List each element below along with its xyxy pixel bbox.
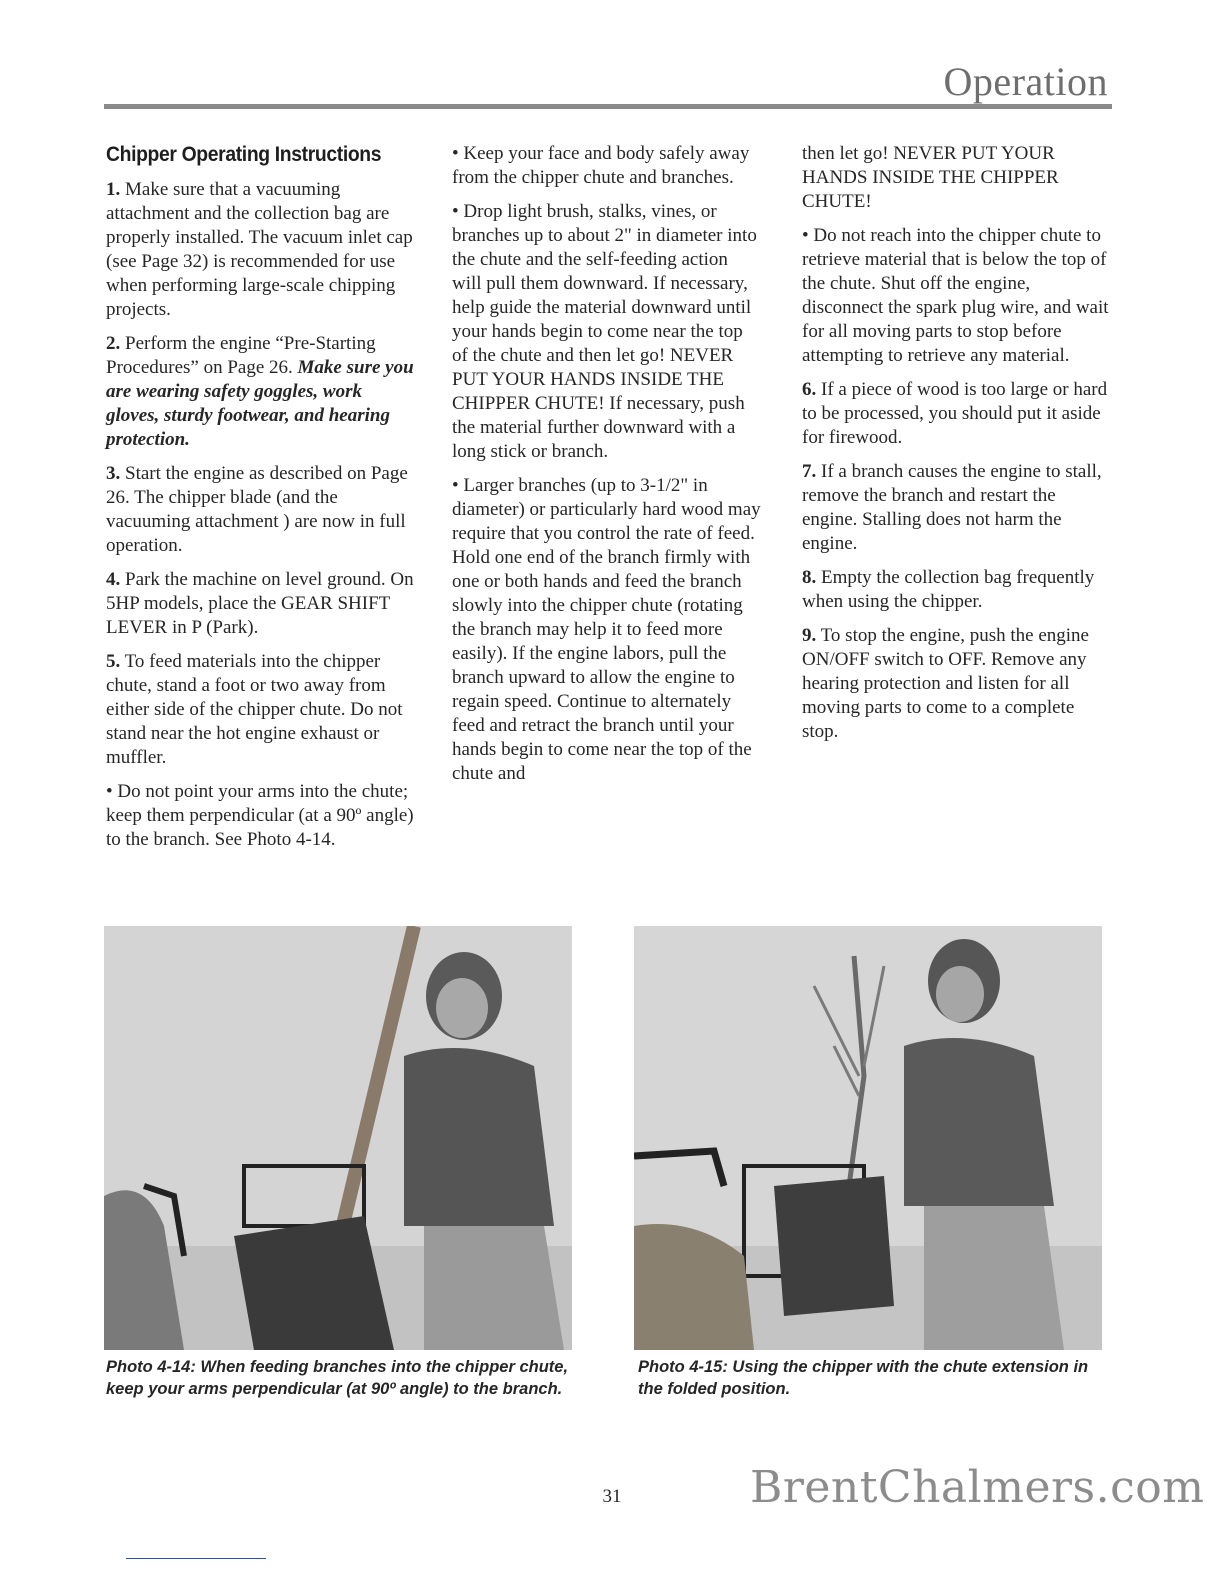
- step-number: 1.: [106, 179, 121, 200]
- section-title: Operation: [943, 59, 1108, 104]
- caption-photo-4-14: Photo 4-14: When feeding branches into the chipper chute, keep your arms perpendicular (at 90º angle) to the branch.: [106, 1358, 569, 1398]
- step-9: [802, 624, 1112, 744]
- column-3: [802, 142, 1112, 754]
- step-text: Perform the engine “Pre-Starting Procedures” on Page 26.: [106, 333, 376, 378]
- step-number: 3.: [106, 463, 121, 484]
- step-4: [106, 568, 416, 640]
- step-number: 9.: [802, 625, 817, 646]
- step-5: [106, 650, 416, 770]
- step-text: Empty the collection bag frequently when using the chipper.: [802, 567, 1095, 612]
- step-text: To feed materials into the chipper chute, stand a foot or two away from either side of the chipper chute. Do not stand near the hot engine exhaust or muffler.: [106, 651, 403, 768]
- step-number: 5.: [106, 651, 121, 672]
- step-8: [802, 566, 1112, 614]
- continued-text: then let go! NEVER PUT YOUR HANDS INSIDE THE CHIPPER CHUTE!: [802, 143, 1059, 212]
- footer-link-line: [126, 1558, 266, 1559]
- step-6: [802, 378, 1112, 450]
- bullet-retrieve: • Do not reach into the chipper chute to retrieve material that is below the top of the chute. Shut off the engine, disconnect the spark plug wire, and wait for all moving parts to stop before attempting to retrieve any material.: [802, 225, 1109, 366]
- step-text: Make sure that a vacuuming attachment and the collection bag are properly installed. The vacuum inlet cap (see Page 32) is recommended for use when performing large-scale chipping projects.: [106, 179, 413, 320]
- step-number: 4.: [106, 569, 121, 590]
- step-2: [106, 332, 416, 452]
- caption-photo-4-15: Photo 4-15: Using the chipper with the chute extension in the folded position.: [638, 1358, 1089, 1398]
- step-3: [106, 462, 416, 558]
- bullet-arms: • Do not point your arms into the chute; keep them perpendicular (at a 90º angle) to the branch. See Photo 4-14.: [106, 781, 414, 850]
- column-2: [452, 142, 762, 796]
- step-1: [106, 178, 416, 322]
- step-number: 2.: [106, 333, 121, 354]
- step-7: [802, 460, 1112, 556]
- header-rule: [104, 104, 1112, 109]
- bullet-larger-branches: • Larger branches (up to 3-1/2" in diameter) or particularly hard wood may require that you control the rate of feed. Hold one end of the branch firmly with one or both hands and feed the branch slowly into the chipper chute (rotating the branch may help it to feed more easily). If the engine labors, pull the branch upward to allow the engine to regain speed. Continue to alternately feed and retract the branch until your hands begin to come near the top of the chute and: [452, 475, 761, 784]
- step-number: 6.: [802, 379, 817, 400]
- step-text: If a piece of wood is too large or hard to be processed, you should put it aside for firewood.: [802, 379, 1108, 448]
- step-number: 8.: [802, 567, 817, 588]
- photo-4-15-image: [634, 926, 1102, 1350]
- step-text: Start the engine as described on Page 26. The chipper blade (and the vacuuming attachment ) are now in full operation.: [106, 463, 408, 556]
- instructions-heading: Chipper Operating Instructions: [106, 142, 382, 166]
- step-text: To stop the engine, push the engine ON/OFF switch to OFF. Remove any hearing protection and listen for all moving parts to come to a complete stop.: [802, 625, 1089, 742]
- step-text: Park the machine on level ground. On 5HP models, place the GEAR SHIFT LEVER in P (Park).: [106, 569, 414, 638]
- photo-4-15: [634, 926, 1102, 1350]
- step-number: 7.: [802, 461, 817, 482]
- column-1: [106, 142, 416, 862]
- photo-4-14-image: [104, 926, 572, 1350]
- photo-4-14: [104, 926, 572, 1350]
- bullet-light-brush: • Drop light brush, stalks, vines, or branches up to about 2" in diameter into the chute and the self-feeding action will pull them downward. If necessary, help guide the material downward until your hands begin to come near the top of the chute and then let go! NEVER PUT YOUR HANDS INSIDE THE CHIPPER CHUTE! If necessary, push the material further downward with a long stick or branch.: [452, 201, 757, 462]
- bullet-face: • Keep your face and body safely away from the chipper chute and branches.: [452, 143, 750, 188]
- watermark: BrentChalmers.com: [750, 1462, 1205, 1513]
- step-text: If a branch causes the engine to stall, remove the branch and restart the engine. Stalling does not harm the engine.: [802, 461, 1102, 554]
- page-number: 31: [602, 1486, 622, 1507]
- safety-warning: Make sure you are wearing safety goggles, work gloves, sturdy footwear, and hearing protection.: [106, 357, 414, 450]
